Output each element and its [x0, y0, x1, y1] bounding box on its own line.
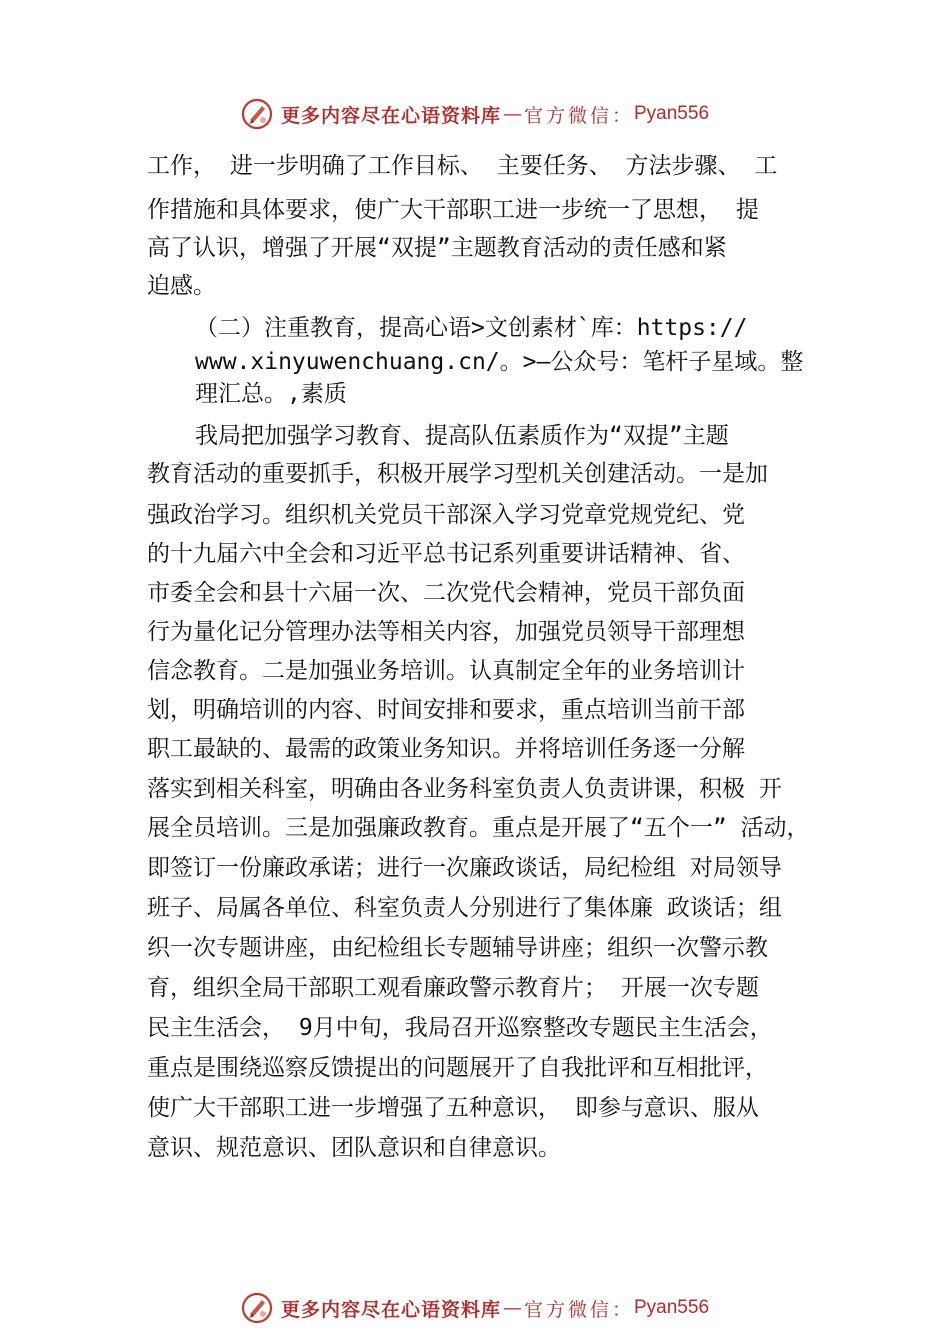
- text-line: 高了认识，增强了开展“双提”主题教育活动的责任感和紧: [147, 235, 727, 261]
- text-line: 使广大干部职工进一步增强了五种意识， 即参与意识、服从: [147, 1095, 759, 1121]
- banner-wechat-id: Pyan556: [634, 103, 710, 124]
- logo-icon: [241, 1292, 273, 1324]
- banner-wechat-label: 官方微信：: [523, 104, 634, 127]
- text-line: 育，组织全局干部职工观看廉政警示教育片； 开展一次专题: [147, 975, 759, 1001]
- text-line: 作措施和具体要求，使广大干部职工进一步统一了思想， 提: [147, 197, 759, 223]
- banner-wechat-id: Pyan556: [634, 1297, 710, 1318]
- text-line: 的十九届六中全会和习近平总书记系列重要讲话精神、省、: [147, 541, 745, 567]
- banner-separator: —: [502, 103, 522, 125]
- text-line: 我局把加强学习教育、提高队伍素质作为“双提”主题: [195, 423, 729, 449]
- text-line: 工作， 进一步明确了工作目标、 主要任务、 方法步骤、 工: [147, 153, 778, 179]
- text-line: 织一次专题讲座，由纪检组长专题辅导讲座；组织一次警示教: [147, 935, 768, 961]
- text-line: 落实到相关科室，明确由各业务科室负责人负责讲课，积极 开: [147, 776, 782, 802]
- text-line: 划，明确培训的内容、时间安排和要求，重点培训当前干部: [147, 697, 745, 723]
- text-line: 迫感。: [147, 273, 216, 299]
- banner-title: 更多内容尽在心语资料库: [280, 104, 501, 127]
- section-heading: 理汇总。,素质: [195, 381, 347, 407]
- text-line: 市委全会和县十六届一次、二次党代会精神，党员干部负面: [147, 580, 745, 606]
- banner-separator: —: [502, 1297, 522, 1319]
- text-line: 教育活动的重要抓手，积极开展学习型机关创建活动。一是加: [147, 461, 768, 487]
- header-banner: [0, 94, 950, 134]
- text-line: 民主生活会， 9月中旬，我局召开巡察整改专题民主生活会，: [147, 1015, 773, 1041]
- section-heading: www.xinyuwenchuang.cn/。>—公众号：笔杆子星域。整: [195, 349, 804, 375]
- banner-wechat-label: 官方微信：: [523, 1298, 634, 1321]
- banner-title: 更多内容尽在心语资料库: [280, 1298, 501, 1321]
- footer-banner: [0, 1288, 950, 1328]
- text-line: 行为量化记分管理办法等相关内容，加强党员领导干部理想: [147, 619, 745, 645]
- text-line: 信念教育。二是加强业务培训。认真制定全年的业务培训计: [147, 658, 745, 684]
- text-line: 班子、局属各单位、科室负责人分别进行了集体廉 政谈话；组: [147, 895, 782, 921]
- section-heading: （二）注重教育，提高心语>文创素材`库：https://: [195, 315, 748, 341]
- text-line: 即签订一份廉政承诺；进行一次廉政谈话，局纪检组 对局领导: [147, 855, 782, 881]
- logo-icon: [241, 98, 273, 130]
- text-line: 意识、规范意识、团队意识和自律意识。: [147, 1135, 561, 1161]
- text-line: 展全员培训。三是加强廉政教育。重点是开展了“五个一” 活动，: [147, 815, 810, 841]
- text-line: 重点是围绕巡察反馈提出的问题展开了自我批评和互相批评，: [147, 1055, 768, 1081]
- text-line: 职工最缺的、最需的政策业务知识。并将培训任务逐一分解: [147, 736, 745, 762]
- text-line: 强政治学习。组织机关党员干部深入学习党章党规党纪、党: [147, 502, 745, 528]
